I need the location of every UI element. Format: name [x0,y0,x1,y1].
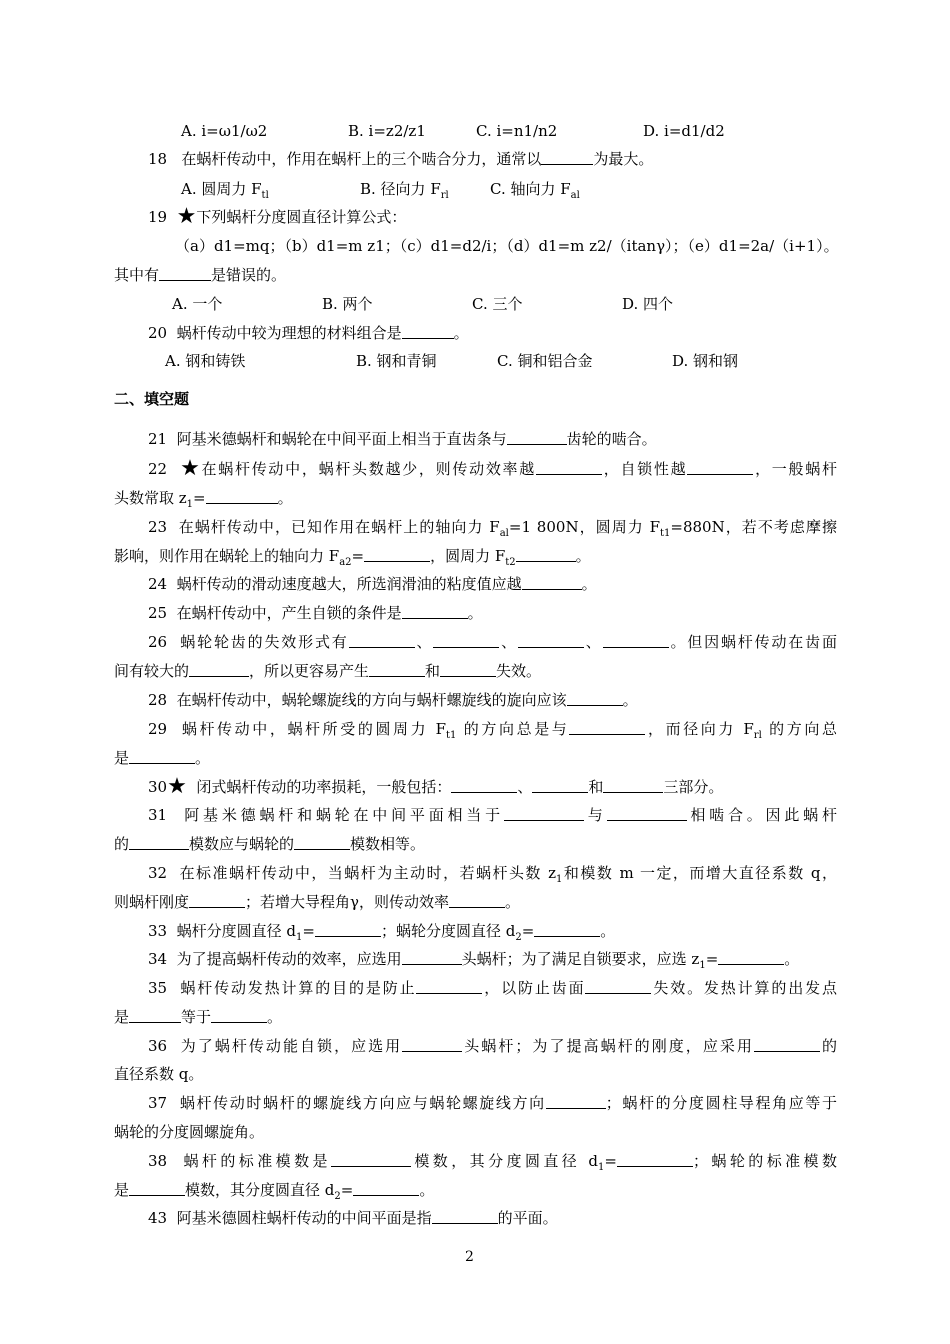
section-title: 二、填空题 [114,390,190,408]
question-35: 35 蜗杆传动发热计算的目的是防止 ，以防止齿面 失效。发热计算的出发点 [148,979,837,997]
q17-option-a: A. i=ω1/ω2 [181,122,268,140]
answer-blank[interactable] [432,1208,498,1224]
question-19 [148,206,406,228]
q20-option-a: A. 钢和铸铁 [165,352,246,370]
answer-blank[interactable] [315,921,381,937]
answer-blank[interactable] [129,1007,181,1023]
star-icon: ★ [180,456,202,481]
q19-option-d: D. 四个 [622,295,674,313]
answer-blank[interactable] [364,546,430,562]
answer-blank[interactable] [206,488,278,504]
q19-option-a: A. 一个 [172,295,223,313]
q20-option-c: C. 铜和铝合金 [497,352,593,370]
answer-blank[interactable] [449,892,505,908]
star-icon: ★ [167,774,187,799]
question-43: 43 阿基米德圆柱蜗杆传动的中间平面是指 的平面。 [148,1209,558,1227]
question-20: 20 蜗杆传动中较为理想的材料组合是 。 [148,324,469,342]
question-24: 24 蜗杆传动的滑动速度越大，所选润滑油的粘度值应越 。 [148,575,597,593]
question-text: 在蜗杆传动中，作用在蜗杆上的三个啮合分力，通常以 [181,150,542,168]
q19-option-c: C. 三个 [472,295,523,313]
q23-line2: 影响，则作用在蜗轮上的轴向力 $F_{a2}=$ ，圆周力 $F_{t2}$ 。 [114,547,591,568]
question-23: 23 在蜗杆传动中，已知作用在蜗杆上的轴向力 $F_{al}=1$ 800N，圆周力 $F_{t1}=880N$，若不考虑摩擦 [148,518,838,539]
q22-line2: 头数常取 $z_1=$ 。 [114,489,293,510]
answer-blank[interactable] [516,546,576,562]
question-26: 26 蜗轮轮齿的失效形式有 、 、 、 。但因蜗杆传动在齿面 [148,633,837,651]
answer-blank[interactable] [189,661,249,677]
answer-blank[interactable] [617,1151,693,1167]
question-25: 25 在蜗杆传动中，产生自锁的条件是 。 [148,604,483,622]
answer-blank[interactable] [534,921,600,937]
q20-option-d: D. 钢和钢 [672,352,739,370]
q35-line2: 是 等于 。 [114,1008,283,1026]
question-34: 34 为了提高蜗杆传动的效率，应选用 头蜗杆；为了满足自锁要求，应选 $z_1=$ 。 [148,950,800,971]
answer-blank[interactable] [532,777,588,793]
q31-line2: 的 模数应与蜗轮的 模数相等。 [114,835,426,853]
answer-blank[interactable] [353,1180,419,1196]
question-32: 32 在标准蜗杆传动中，当蜗杆为主动时，若蜗杆头数 $z_1$和模数 m 一定，而增大直径系数 q， [148,864,837,885]
answer-blank[interactable] [718,949,784,965]
question-38: 38 蜗杆的标准模数是 模数，其分度圆直径 $d_1=$ ；蜗轮的标准模数 [148,1152,837,1173]
answer-blank[interactable] [451,777,517,793]
q17-option-b: B. i=z2/z1 [348,122,426,140]
answer-blank[interactable] [402,949,462,965]
q17-option-d: D. i=d1/d2 [643,122,725,140]
question-22: 22 ★在蜗杆传动中，蜗杆头数越少，则传动效率越 ，自锁性越 ，一般蜗杆 [148,456,837,481]
q20-option-b: B. 钢和青铜 [356,352,437,370]
q38-line2: 是 模数，其分度圆直径 $d_2=$ 。 [114,1181,435,1202]
question-37: 37 蜗杆传动时蜗杆的螺旋线方向应与蜗轮螺旋线方向 ；蜗杆的分度圆柱导程角应等于 [148,1094,837,1112]
q17-option-c: C. i=n1/n2 [476,122,558,140]
q37-line2: 蜗轮的分度圆螺旋角。 [114,1123,265,1141]
answer-blank[interactable] [402,603,468,619]
answer-blank[interactable] [402,323,454,339]
answer-blank[interactable] [189,892,245,908]
answer-blank[interactable] [546,1093,606,1109]
q18-option-a: A. 圆周力 $F_{tl}$ [181,180,269,201]
answer-blank[interactable] [754,1036,820,1052]
answer-blank[interactable] [541,149,593,165]
question-36: 36 为了蜗杆传动能自锁，应选用 头蜗杆；为了提高蜗杆的刚度，应采用 的 [148,1037,837,1055]
q36-line2: 直径系数 q。 [114,1065,204,1083]
answer-blank[interactable] [507,429,567,445]
question-text: 下列蜗杆分度圆直径计算公式： [196,208,407,226]
answer-blank[interactable] [440,661,496,677]
q18-option-b: B. 径向力 $F_{rl}$ [360,180,449,201]
question-text: 为最大。 [593,150,654,168]
answer-blank[interactable] [129,748,195,764]
answer-blank[interactable] [536,459,602,475]
q32-line2: 则蜗杆刚度 ；若增大导程角γ，则传动效率 。 [114,893,520,911]
answer-blank[interactable] [211,1007,267,1023]
answer-blank[interactable] [159,265,211,281]
question-29: 29 蜗杆传动中，蜗杆所受的圆周力 $F_{t1}$ 的方向总是与 ，而径向力 $F_{rl}$ 的方向总 [148,720,837,741]
page-number: 2 [465,1249,474,1265]
answer-blank[interactable] [569,719,645,735]
answer-blank[interactable] [603,632,669,648]
question-30: 30★ 闭式蜗杆传动的功率损耗，一般包括： 、 和 三部分。 [148,774,724,799]
answer-blank[interactable] [603,777,663,793]
q26-line2: 间有较大的 ，所以更容易产生 和 失效。 [114,662,542,680]
question-33: 33 蜗杆分度圆直径 $d_1=$ ；蜗轮分度圆直径 $d_2=$ 。 [148,922,616,943]
answer-blank[interactable] [331,1151,411,1167]
answer-blank[interactable] [349,632,415,648]
question-number: 18 [148,150,168,168]
answer-blank[interactable] [416,978,482,994]
q18-option-c: C. 轴向力 $F_{al}$ [490,180,580,201]
q19-line2: 其中有 是错误的。 [114,266,287,284]
answer-blank[interactable] [567,690,623,706]
q19-formula: （a）d1=mq；（b）d1=m z1；（c）d1=d2/i；（d）d1=m z2/（itanγ）；（e）d1=2a/（i+1）。 [175,237,839,255]
question-18 [148,148,653,170]
answer-blank[interactable] [585,978,651,994]
answer-blank[interactable] [369,661,425,677]
question-28: 28 在蜗杆传动中，蜗轮螺旋线的方向与蜗杆螺旋线的旋向应该 。 [148,691,638,709]
answer-blank[interactable] [433,632,499,648]
star-icon: ★ [176,204,197,229]
q29-line2: 是 。 [114,749,211,767]
answer-blank[interactable] [687,459,753,475]
question-number: 19 [148,208,168,226]
answer-blank[interactable] [402,1036,462,1052]
question-31: 31 阿基米德蜗杆和蜗轮在中间平面相当于 与 相啮合。因此蜗杆 [148,806,837,824]
q19-option-b: B. 两个 [322,295,373,313]
answer-blank[interactable] [294,834,350,850]
question-21: 21 阿基米德蜗杆和蜗轮在中间平面上相当于直齿条与 齿轮的啮合。 [148,430,657,448]
answer-blank[interactable] [129,834,189,850]
answer-blank[interactable] [504,805,584,821]
answer-blank[interactable] [129,1180,185,1196]
answer-blank[interactable] [522,574,582,590]
answer-blank[interactable] [518,632,584,648]
answer-blank[interactable] [607,805,687,821]
